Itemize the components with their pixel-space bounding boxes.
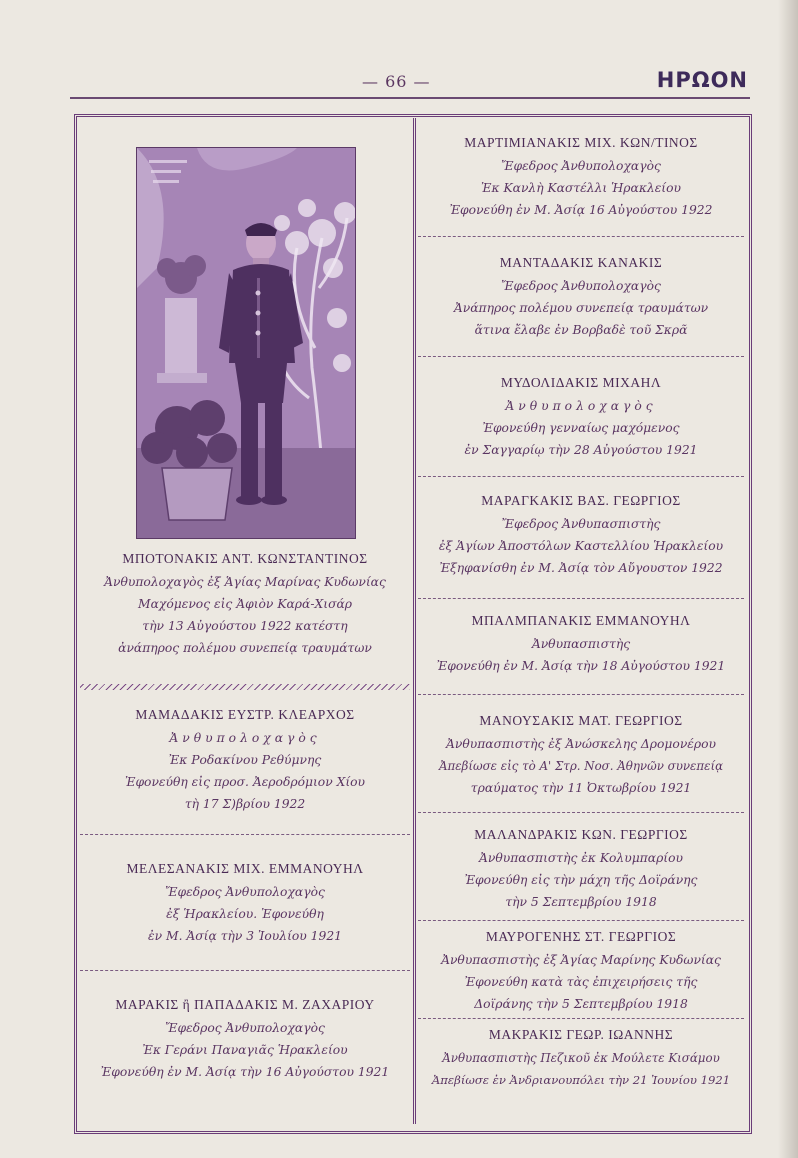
entry-line: Ἀνθυπασπιστὴς ἐξ Ἀνώσκελης Δρομονέρου <box>445 737 717 751</box>
entry-line: Μαχόμενος εἰς Ἀφιὸν Καρά-Χισάρ <box>137 597 352 611</box>
entry-name: ΜΑΡΑΚΙΣ ἢ ΠΑΠΑΔΑΚΙΣ Μ. ΖΑΧΑΡΙΟΥ <box>115 997 375 1012</box>
left-entry-3 <box>80 858 410 947</box>
separator <box>418 356 744 357</box>
right-entry-5 <box>418 610 744 677</box>
separator <box>418 920 744 921</box>
entry-line: ἐν Μ. Ἀσίᾳ τὴν 3 Ἰουλίου 1921 <box>148 929 342 943</box>
entry-line: Ἐφονεύθη ἐν Μ. Ἀσίᾳ τὴν 18 Αὐγούστου 1921 <box>436 659 726 673</box>
right-entry-1 <box>418 132 744 221</box>
entry-line: τὴν 5 Σεπτεμβρίου 1918 <box>505 895 657 909</box>
entry-line: Ἐφονεύθη γενναίως μαχόμενος <box>482 421 680 435</box>
entry-line: Ἀνθυπασπιστὴς ἐξ Ἁγίας Μαρίνης Κυδωνίας <box>441 953 721 967</box>
entry-line: Ἔφεδρος Ἀνθυπολοχαγὸς <box>501 159 661 173</box>
entry-line: Ἀνθυπολοχαγὸς ἐξ Ἁγίας Μαρίνας Κυδωνίας <box>104 575 386 589</box>
entry-line: Δοϊράνης τὴν 5 Σεπτεμβρίου 1918 <box>474 997 688 1011</box>
entry-line: Ἔφεδρος Ἀνθυπολοχαγὸς <box>165 885 325 899</box>
entry-line: ἀνάπηρος πολέμου συνεπείᾳ τραυμάτων <box>118 641 372 655</box>
separator <box>418 694 744 695</box>
entry-line: Ἐφονεύθη κατὰ τὰς ἐπιχειρήσεις τῆς <box>464 975 698 989</box>
separator <box>418 476 744 477</box>
entry-line: Ἔφεδρος Ἀνθυπολοχαγὸς <box>501 279 661 293</box>
column-divider <box>413 118 416 1124</box>
entry-line: Ἀνάπηρος πολέμου συνεπείᾳ τραυμάτων <box>453 301 709 315</box>
entry-line: Ἐκ Γεράνι Παναγιᾶς Ἡρακλείου <box>142 1043 348 1057</box>
entry-line: Ἐφονεύθη ἐν Μ. Ἀσίᾳ 16 Αὐγούστου 1922 <box>449 203 713 217</box>
separator <box>80 834 410 835</box>
separator <box>418 236 744 237</box>
entry-name: ΜΑΝΤΑΔΑΚΙΣ ΚΑΝΑΚΙΣ <box>499 255 663 270</box>
separator <box>418 812 744 813</box>
entry-line: Ἐφονεύθη εἰς προσ. Ἀεροδρόμιον Χίου <box>124 775 366 789</box>
entry-line: Ἀνθυπασπιστὴς ἐκ Κολυμπαρίου <box>478 851 683 865</box>
entry-name: ΜΑΝΟΥΣΑΚΙΣ ΜΑΤ. ΓΕΩΡΓΙΟΣ <box>479 713 683 728</box>
entry-name: ΜΑΜΑΔΑΚΙΣ ΕΥΣΤΡ. ΚΛΕΑΡΧΟΣ <box>135 707 355 722</box>
entry-line: Ἐφονεύθη ἐν Μ. Ἀσίᾳ τὴν 16 Αὐγούστου 1921 <box>100 1065 390 1079</box>
entry-line: Ἀνθυπασπιστὴς Πεζικοῦ ἐκ Μούλετε Κισάμου <box>442 1051 720 1065</box>
entry-line: Ἀπεβίωσε ἐν Ἀνδριανουπόλει τὴν 21 Ἰουνίου 1921 <box>431 1073 731 1087</box>
entry-name: ΜΑΡΤΙΜΙΑΝΑΚΙΣ ΜΙΧ. ΚΩΝ/ΤΙΝΟΣ <box>464 135 698 150</box>
entry-name: ΜΕΛΕΣΑΝΑΚΙΣ ΜΙΧ. ΕΜΜΑΝΟΥΗΛ <box>126 861 364 876</box>
entry-line: ἐξ Ἁγίων Ἀποστόλων Καστελλίου Ἡρακλείου <box>438 539 724 553</box>
header-rule <box>70 97 750 99</box>
entry-line: Ἐκ Κανλὴ Καστέλλι Ἡρακλείου <box>481 181 681 195</box>
left-entry-4 <box>80 994 410 1083</box>
entry-line: τὴ 17 Σ)βρίου 1922 <box>184 797 306 811</box>
entry-line: τὴν 13 Αὐγούστου 1922 κατέστη <box>142 619 348 633</box>
right-entry-3 <box>418 372 744 461</box>
right-entry-9 <box>418 1024 744 1091</box>
entry-line: ἐξ Ἡρακλείου. Ἐφονεύθη <box>166 907 324 921</box>
journal-title: ΗΡΩΟΝ <box>656 68 748 92</box>
entry-line: ἅτινα ἔλαβε ἐν Βορβαδὲ τοῦ Σκρᾶ <box>474 323 688 337</box>
right-entry-6 <box>418 710 744 799</box>
page-edge-shadow <box>778 0 798 1158</box>
entry-name: ΜΑΥΡΟΓΕΝΗΣ ΣΤ. ΓΕΩΡΓΙΟΣ <box>485 929 677 944</box>
entry-line: ἐν Σαγγαρίῳ τὴν 28 Αὐγούστου 1921 <box>464 443 698 457</box>
entry-line: Ἐφονεύθη εἰς τὴν μάχη τῆς Δοϊράνης <box>464 873 698 887</box>
entry-line: Ἀνθυπασπιστὴς <box>531 637 631 651</box>
left-entry-2 <box>80 704 410 815</box>
separator <box>418 598 744 599</box>
entry-line: Ἀνθυπολοχαγὸς <box>505 399 657 413</box>
separator <box>80 970 410 971</box>
entry-name: ΜΑΡΑΓΚΑΚΙΣ ΒΑΣ. ΓΕΩΡΓΙΟΣ <box>481 493 681 508</box>
entry-line: τραύματος τὴν 11 Ὀκτωβρίου 1921 <box>470 781 692 795</box>
separator-wavy <box>80 684 410 690</box>
entry-name: ΜΠΟΤΟΝΑΚΙΣ ΑΝΤ. ΚΩΝΣΤΑΝΤΙΝΟΣ <box>122 551 368 566</box>
entry-line: Ἐξηφανίσθη ἐν Μ. Ἀσίᾳ τὸν Αὔγουστον 1922 <box>439 561 723 575</box>
entry-line: Ἔφεδρος Ἀνθυπολοχαγὸς <box>165 1021 325 1035</box>
portrait-drawing <box>137 148 355 538</box>
entry-line: Ἐκ Ροδακίνου Ρεθύμνης <box>168 753 322 767</box>
entry-name: ΜΠΑΛΜΠΑΝΑΚΙΣ ΕΜΜΑΝΟΥΗΛ <box>471 613 691 628</box>
entry-name: ΜΥΔΟΛΙΔΑΚΙΣ ΜΙΧΑΗΛ <box>500 375 662 390</box>
entry-line: Ἀνθυπολοχαγὸς <box>169 731 321 745</box>
page-number: — 66 — <box>362 72 431 91</box>
soldier-portrait-icon <box>136 147 356 539</box>
separator <box>418 1018 744 1019</box>
right-entry-2 <box>418 252 744 341</box>
right-entry-4 <box>418 490 744 579</box>
entry-line: Ἀπεβίωσε εἰς τὸ Α' Στρ. Νοσ. Ἀθηνῶν συνεπείᾳ <box>438 759 724 773</box>
page-header <box>70 66 750 100</box>
entry-name: ΜΑΚΡΑΚΙΣ ΓΕΩΡ. ΙΩΑΝΝΗΣ <box>488 1027 674 1042</box>
left-entry-1 <box>80 548 410 659</box>
entry-line: Ἔφεδρος Ἀνθυπασπιστὴς <box>501 517 661 531</box>
right-entry-7 <box>418 824 744 913</box>
entry-name: ΜΑΛΑΝΔΡΑΚΙΣ ΚΩΝ. ΓΕΩΡΓΙΟΣ <box>474 827 688 842</box>
right-entry-8 <box>418 926 744 1015</box>
